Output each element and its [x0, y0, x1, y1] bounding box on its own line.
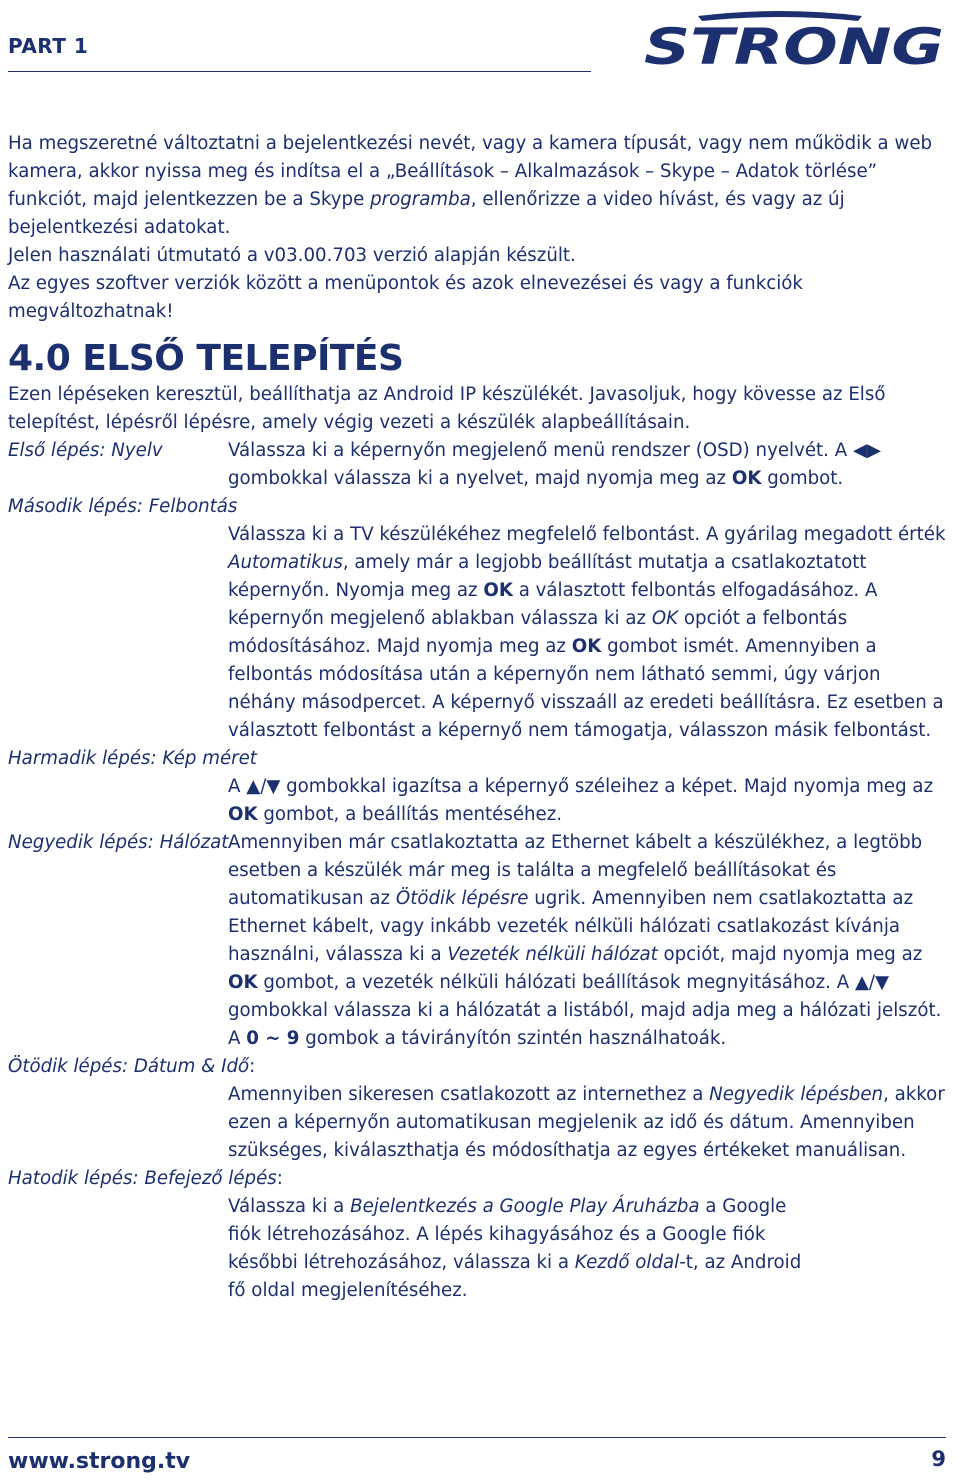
step-body: Amennyiben sikeresen csatlakozott az internethez a Negyedik lépésben, akkor ezen a képernyőn automatikusan megjelenik az idő és dátum. Amennyiben szükséges, kiválaszthatja és módosíthatja az egyes értékeket manuálisan. [228, 1084, 945, 1161]
step-body: Válassza ki a képernyőn megjelenő menü rendszer (OSD) nyelvét. A ◀▶ gombokkal válassza ki a nyelvet, majd nyomja meg az OK gombot. [228, 440, 881, 489]
step-body: Amennyiben már csatlakoztatta az Ethernet kábelt a készülékhez, a legtöbb esetben a készülék már meg is találta a megfelelő beállításokat és automatikusan az Ötödik lépésre ugrik. Amennyiben nem csatlakoztatta az Ethernet kábelt, vagy inkább vezeték nélküli hálózati csatlakozást kívánja használni, válassza ki a Vezeték nélküli hálózat opciót, majd nyomja meg az OK gombot, a vezeték nélküli hálózati beállítások megnyitásához. A ▲/▼ gombokkal válassza ki a hálózatát a listából, majd adja meg a hálózati jelszót. A 0 ~ 9 gombok a távirányítón szintén használhatoák. [228, 832, 942, 1049]
page-content [8, 130, 948, 1305]
step-label: Első lépés: Nyelv [8, 440, 163, 461]
footer-divider [8, 1437, 946, 1438]
step-resolution [8, 493, 948, 745]
step-label: Negyedik lépés: Hálózat [8, 832, 229, 853]
header-divider [8, 71, 591, 72]
step-label: Hatodik lépés: Befejező lépés: [8, 1168, 283, 1189]
step-body: Válassza ki a TV készülékéhez megfelelő felbontást. A gyárilag megadott érték Automatikus, amely már a legjobb beállítást mutatja a csatlakoztatott képernyőn. Nyomja meg az OK a választott felbontás elfogadásához. A képernyőn megjelenő ablakban válassza ki az OK opciót a felbontás módosításához. Majd nyomja meg az OK gombot ismét. Amennyiben a felbontás módosítása után a képernyőn nem látható semmi, úgy várjon néhány másodpercet. A képernyő visszaáll az eredeti beállításra. Ez esetben a választott felbontást a képernyő nem támogatja, válasszon másik felbontást. [228, 524, 946, 741]
step-body: A ▲/▼ gombokkal igazítsa a képernyő széleihez a képet. Majd nyomja meg az OK gombot, a beállítás mentéséhez. [228, 776, 934, 825]
part-label: PART 1 [8, 34, 89, 58]
strong-logo [640, 8, 952, 70]
step-label: Második lépés: Felbontás [8, 496, 238, 517]
version-note: Jelen használati útmutató a v03.00.703 verzió alapján készült. [8, 245, 576, 266]
section-intro: Ezen lépéseken keresztül, beállíthatja az Android IP készülékét. Javasoljuk, hogy kövesse az Első telepítést, lépésről lépésre, amely végig vezeti a készülék alapbeállításain. [8, 384, 886, 433]
svg-text:STRONG: STRONG [644, 18, 944, 70]
section-title: 4.0 ELSŐ TELEPÍTÉS [8, 338, 404, 379]
step-network [8, 829, 948, 1053]
step-label: Harmadik lépés: Kép méret [8, 748, 257, 769]
page-number: 9 [931, 1447, 946, 1471]
intro-paragraph: Ha megszeretné változtatni a bejelentkezési nevét, vagy a kamera típusát, vagy nem működik a web kamera, akkor nyissa meg és indítsa el a „Beállítások – Alkalmazások – Skype – Adatok törlése” funkciót, majd jelentkezzen be a Skype programba, ellenőrizze a video hívást, és vagy az új bejelentkezési adatokat. [8, 133, 933, 238]
step-language [8, 437, 948, 493]
step-finish [8, 1165, 948, 1305]
up-down-arrows-icon: ▲/▼ [854, 972, 890, 993]
step-date-time [8, 1053, 948, 1165]
footer-website-link[interactable]: www.strong.tv [8, 1449, 191, 1474]
step-body: Válassza ki a Bejelentkezés a Google Play Áruházba a Google fiók létrehozásához. A lépés kihagyásához és a Google fiók későbbi létrehozásához, válassza ki a Kezdő oldal-t, az Android fő oldal megjelenítéséhez. [228, 1196, 802, 1301]
step-picture-size [8, 745, 948, 829]
up-down-arrows-icon: ▲/▼ [246, 776, 281, 797]
step-label: Ötödik lépés: Dátum & Idő: [8, 1056, 256, 1077]
version-warning: Az egyes szoftver verziók között a menüpontok és azok elnevezései és vagy a funkciók megváltozhatnak! [8, 273, 803, 322]
left-right-arrows-icon: ◀▶ [852, 440, 881, 461]
